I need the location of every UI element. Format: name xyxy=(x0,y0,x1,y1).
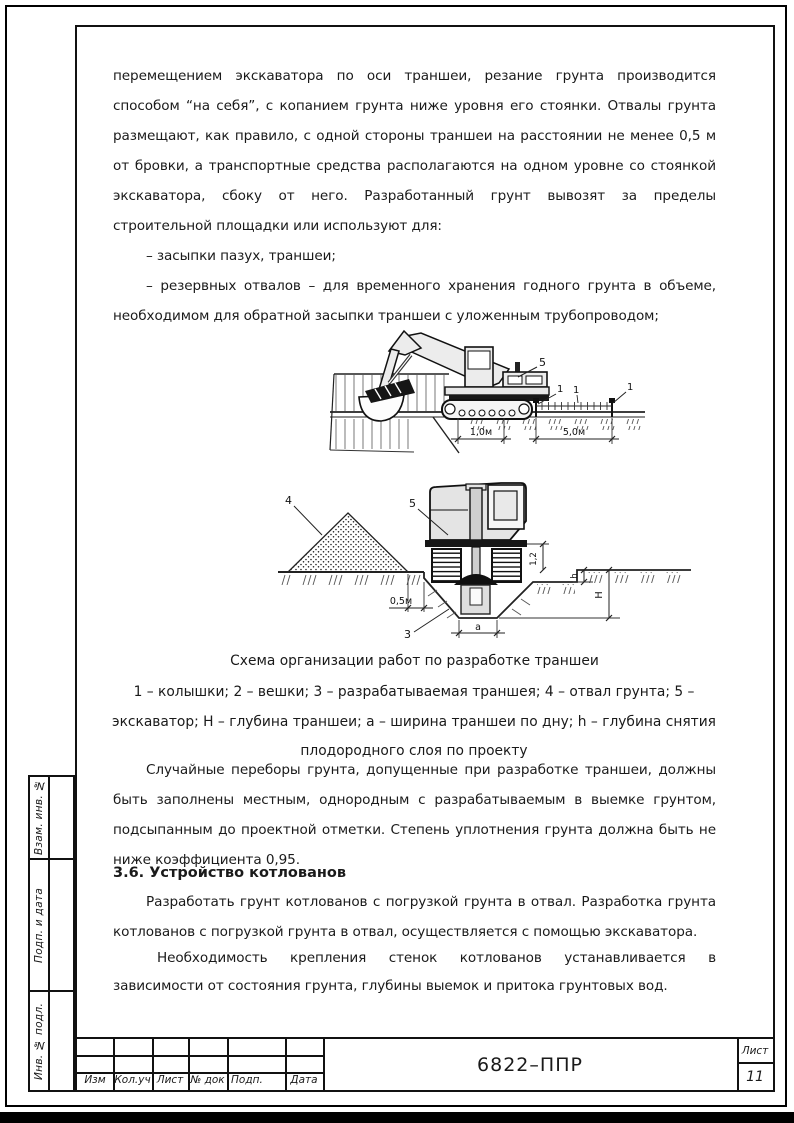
sidebar-label-podp-data: Подп. и дата xyxy=(33,887,45,963)
excavator-rear xyxy=(425,483,527,614)
text-section-top xyxy=(113,61,716,331)
dim-a: а xyxy=(475,622,481,633)
track-left xyxy=(432,549,461,582)
legend-line-2: экскаватор; Н – глубина траншеи; а – ширина траншеи по дну; h – глубина снятия xyxy=(112,713,716,730)
label-5-excavator: 5 xyxy=(409,497,416,510)
label-1-stake-right: 1 xyxy=(627,382,634,393)
diagram-trench-side-view xyxy=(287,317,677,462)
embankment-hatch-bottom xyxy=(332,419,414,449)
section-heading-3-6: 3.6. Устройство котлованов xyxy=(113,865,347,881)
sidebar-label-vzam-inv: Взам. инв. № xyxy=(33,779,45,856)
paragraph-pits-2: Необходимость крепления стенок котлованов устанавливается в зависимости от состояния грунта, глубины выемок и притока грунтовых вод. xyxy=(113,950,716,994)
exhaust-pipe xyxy=(515,362,520,372)
legend-line-1: 1 – колышки; 2 – вешки; 3 – разрабатываемая траншея; 4 – отвал грунта; 5 – xyxy=(133,684,695,700)
stamp-col-data: Дата xyxy=(290,1074,318,1086)
sheet-number: 11 xyxy=(746,1069,764,1085)
label-4-spoil: 4 xyxy=(285,494,292,507)
diagram-trench-cross-section xyxy=(275,478,695,646)
dim-1-2: 1,2 xyxy=(529,552,539,566)
paragraph-overdig: Случайные переборы грунта, допущенные при разработке траншеи, должны быть заполнены местным, однородным с разрабатываемым в выемке грунтом, подсыпанным до проектной отметки. Степень уплотнения грунта должна быть не ниже коэффициента 0,95. xyxy=(113,762,716,868)
platform xyxy=(445,387,549,395)
trench-slope xyxy=(433,417,459,453)
boom-column xyxy=(470,488,482,540)
sidebar-label-inv-podl: Инв. № подл. xyxy=(33,1002,45,1080)
dim-h: h xyxy=(570,573,580,579)
left-attribute-table xyxy=(28,775,75,1092)
track-right xyxy=(492,549,521,582)
stamp-col-izm: Изм xyxy=(84,1074,106,1086)
label-3-trench: 3 xyxy=(404,628,411,641)
label-5-excavator: 5 xyxy=(539,356,546,369)
legend-line-3: плодородного слоя по проекту xyxy=(300,743,528,759)
label-1-stake-mid: 1 xyxy=(573,385,580,396)
bullet-reserve-spoil: – резервных отвалов – для временного хранения годного грунта в объеме, необходимом для обратной засыпки траншеи с уложенным трубопроводом; xyxy=(113,278,716,324)
figure-legend xyxy=(95,678,733,767)
paragraph-excavation: перемещением экскаватора по оси траншеи, резание грунта производится способом “на себя”, с копанием грунта ниже уровня его стоянки. Отвалы грунта размещают, как правило, с одной стороны траншеи на расстоянии не менее 0,5 м от бровки, а транспортные средства располагаются на одном уровне со стоянкой экскаватора, сбоку от него. Разработанный грунт вывозят за пределы строительной площадки или используют для: xyxy=(113,68,716,234)
dim-1-0m: 1,0м xyxy=(469,427,493,438)
stamp-col-ndok: № док xyxy=(190,1074,225,1086)
paragraph-pits-1: Разработать грунт котлованов с погрузкой грунта в отвал. Разработка грунта котлованов с погрузкой грунта в отвал, осуществляется с помощью экскаватора. xyxy=(113,894,716,940)
stamp-col-list: Лист xyxy=(156,1074,184,1086)
figure-caption: Схема организации работ по разработке траншеи xyxy=(230,653,599,669)
stamp-col-podp: Подп. xyxy=(231,1074,263,1086)
document-number: 6822–ППР xyxy=(477,1053,583,1076)
label-1-stake-left: 1 xyxy=(557,384,564,395)
dim-5-0m: 5,0м xyxy=(562,427,586,438)
stamp-col-koluch: Кол.уч xyxy=(114,1074,151,1086)
title-block xyxy=(75,1037,775,1092)
spoil-heap xyxy=(288,513,408,572)
bullet-backfill: – засыпки пазух, траншеи; xyxy=(146,248,336,264)
scan-bottom-edge xyxy=(0,1112,794,1123)
sheet-label: Лист xyxy=(741,1044,769,1057)
dim-H: H xyxy=(594,591,605,599)
dim-0-5m: 0,5м xyxy=(389,596,413,607)
